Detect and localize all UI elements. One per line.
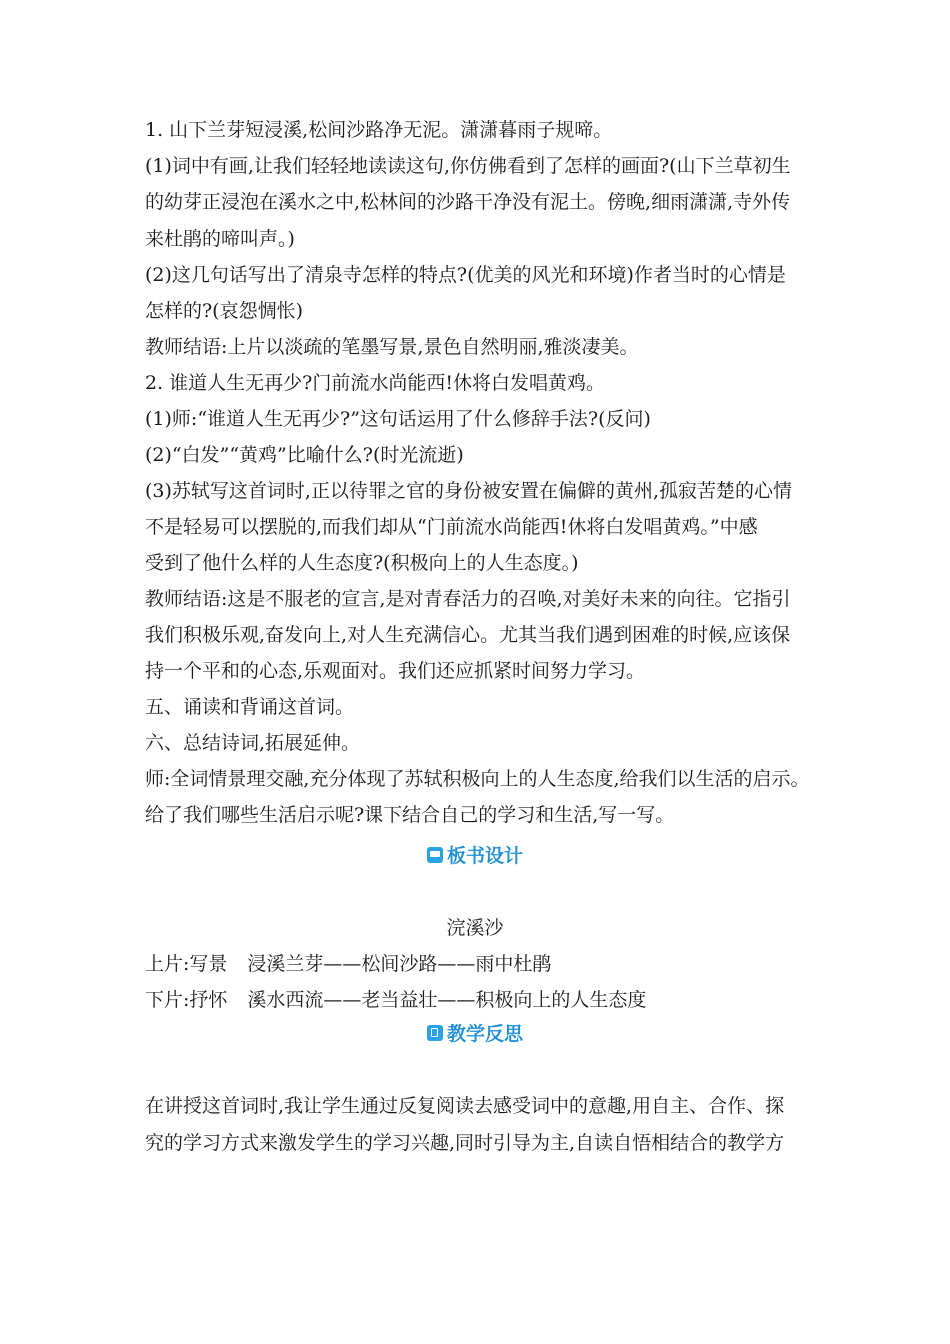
text-line: 怎样的?(哀怨惆怅) xyxy=(145,300,304,322)
board-lower-label: 下片:抒怀 xyxy=(145,989,228,1011)
text-line: 六、总结诗词,拓展延伸。 xyxy=(145,732,361,754)
board-lower-text: 溪水西流——老当益壮——积极向上的人生态度 xyxy=(247,989,647,1011)
text-line: 1. 山下兰芽短浸溪,松间沙路净无泥。潇潇暮雨子规啼。 xyxy=(145,119,613,141)
text-line: 教师结语:上片以淡疏的笔墨写景,景色自然明丽,雅淡凄美。 xyxy=(145,336,639,358)
board-design-heading xyxy=(0,841,950,868)
reflection-line: 在讲授这首词时,我让学生通过反复阅读去感受词中的意趣,用自主、合作、探 xyxy=(145,1095,785,1117)
text-line: (1)师:“谁道人生无再少?”这句话运用了什么修辞手法?(反问) xyxy=(145,408,651,430)
board-upper-text: 浸溪兰芽——松间沙路——雨中杜鹃 xyxy=(247,953,552,975)
board-title: 浣溪沙 xyxy=(446,917,504,939)
board-upper-row xyxy=(145,952,551,976)
board-upper-label: 上片:写景 xyxy=(145,953,228,975)
text-line: 师:全词情景理交融,充分体现了苏轼积极向上的人生态度,给我们以生活的启示。 xyxy=(145,768,810,790)
text-line: (1)词中有画,让我们轻轻地读读这句,你仿佛看到了怎样的画面?(山下兰草初生 xyxy=(145,155,791,177)
text-line: 五、诵读和背诵这首词。 xyxy=(145,696,355,718)
teaching-reflection-heading-text: 教学反思 xyxy=(446,1023,523,1045)
teaching-reflection-heading xyxy=(0,1019,950,1046)
text-line: 不是轻易可以摆脱的,而我们却从“门前流水尚能西!休将白发唱黄鸡。”中感 xyxy=(145,516,758,538)
text-line: 教师结语:这是不服老的宣言,是对青春活力的召唤,对美好未来的向往。它指引 xyxy=(145,588,791,610)
text-line: (2)“白发”“黄鸡”比喻什么?(时光流逝) xyxy=(145,444,464,466)
text-line: 2. 谁道人生无再少?门前流水尚能西!休将白发唱黄鸡。 xyxy=(145,372,605,394)
text-line: 我们积极乐观,奋发向上,对人生充满信心。尤其当我们遇到困难的时候,应该保 xyxy=(145,624,791,646)
text-line: (2)这几句话写出了清泉寺怎样的特点?(优美的风光和环境)作者当时的心情是 xyxy=(145,264,786,286)
blackboard-icon xyxy=(427,847,443,863)
reflection-line: 究的学习方式来激发学生的学习兴趣,同时引导为主,自读自悟相结合的教学方 xyxy=(145,1132,785,1154)
text-line: 持一个平和的心态,乐观面对。我们还应抓紧时间努力学习。 xyxy=(145,660,646,682)
text-line: 给了我们哪些生活启示呢?课下结合自己的学习和生活,写一写。 xyxy=(145,804,675,826)
text-line: (3)苏轼写这首词时,正以待罪之官的身份被安置在偏僻的黄州,孤寂苦楚的心情 xyxy=(145,480,792,502)
text-line: 来杜鹃的啼叫声。) xyxy=(145,228,295,250)
text-line: 的幼芽正浸泡在溪水之中,松林间的沙路干净没有泥土。傍晚,细雨潇潇,寺外传 xyxy=(145,191,791,213)
board-lower-row xyxy=(145,988,646,1012)
board-design-heading-text: 板书设计 xyxy=(446,845,523,867)
notebook-icon xyxy=(427,1025,443,1041)
text-line: 受到了他什么样的人生态度?(积极向上的人生态度。) xyxy=(145,552,579,574)
